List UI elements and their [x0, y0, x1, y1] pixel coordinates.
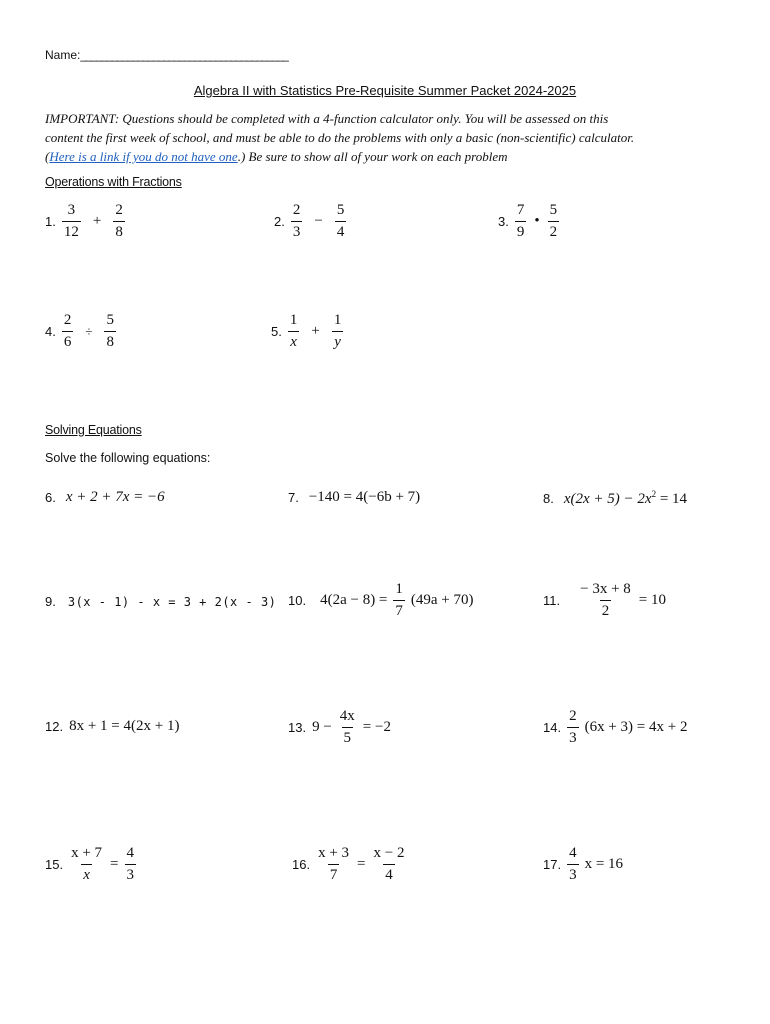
- calculator-link[interactable]: Here is a link if you do not have one: [49, 149, 238, 164]
- problem-10: [288, 582, 474, 619]
- fraction: [335, 203, 347, 240]
- fraction: [62, 203, 81, 240]
- problem-number: 11.: [543, 593, 561, 608]
- problem-8: [543, 489, 687, 508]
- denominator: 3: [291, 221, 303, 240]
- numerator: 2: [292, 202, 301, 218]
- fraction: [578, 582, 633, 619]
- denominator: 5: [342, 727, 354, 746]
- denominator: 3: [567, 727, 579, 746]
- fraction: [548, 203, 560, 240]
- denominator: 3: [567, 864, 579, 883]
- equation-right: = 14: [656, 491, 688, 507]
- name-field-row: [45, 48, 287, 62]
- numerator: 1: [289, 312, 298, 328]
- numerator: x − 2: [373, 845, 405, 861]
- page-title: Algebra II with Statistics Pre-Requisite Summer Packet 2024-2025: [193, 83, 577, 98]
- problem-17: [543, 846, 623, 883]
- problem-9: [45, 594, 276, 609]
- problem-12: [45, 718, 179, 735]
- numerator: x + 3: [318, 845, 350, 861]
- problem-number: 5.: [271, 324, 282, 339]
- problem-5: [271, 313, 343, 350]
- numerator: − 3x + 8: [580, 581, 631, 597]
- denominator: x: [81, 864, 92, 883]
- problem-1: [45, 203, 125, 240]
- fraction: [372, 846, 407, 883]
- equation-left: x(2x + 5) − 2x: [563, 491, 652, 507]
- equation-right: = −2: [362, 719, 391, 735]
- problem-3: [498, 203, 559, 240]
- equation-left: 4(2a − 8) =: [320, 592, 388, 608]
- fraction: [567, 846, 579, 883]
- equation-right: = 10: [638, 592, 666, 608]
- operator: •: [534, 213, 540, 229]
- name-line[interactable]: ________________________________________: [80, 48, 288, 62]
- section-heading-equations: Solving Equations: [45, 423, 142, 437]
- problem-number: 17.: [543, 857, 562, 872]
- section-heading-fractions: Operations with Fractions: [45, 175, 182, 189]
- equation-right: (49a + 70): [410, 592, 474, 608]
- problem-14: [543, 709, 687, 746]
- problem-number: 1.: [45, 214, 56, 229]
- fraction: [113, 203, 125, 240]
- equation-right: x = 16: [584, 856, 624, 872]
- numerator: 3: [67, 202, 76, 218]
- denominator: 4: [335, 221, 347, 240]
- denominator: y: [332, 331, 343, 350]
- denominator: 7: [393, 600, 405, 619]
- intro-paren: (: [45, 149, 50, 164]
- fraction: [62, 313, 74, 350]
- fraction: [393, 582, 405, 619]
- fraction: [338, 709, 357, 746]
- problem-number: 7.: [288, 490, 299, 505]
- problem-number: 12.: [45, 719, 64, 734]
- problem-number: 2.: [274, 214, 285, 229]
- equation-right: (6x + 3) = 4x + 2: [584, 719, 688, 735]
- name-label: Name:: [45, 48, 81, 62]
- intro-line-3: .) Be sure to show all of your work on each problem: [237, 149, 508, 164]
- operator: −: [314, 213, 323, 229]
- problem-number: 8.: [543, 491, 554, 506]
- problem-number: 14.: [543, 720, 562, 735]
- intro-paragraph: [45, 109, 634, 166]
- fraction: [125, 846, 137, 883]
- equation: 8x + 1 = 4(2x + 1): [69, 718, 180, 734]
- denominator: x: [288, 331, 299, 350]
- fraction: [515, 203, 527, 240]
- denominator: 4: [383, 864, 395, 883]
- fraction: [316, 846, 351, 883]
- numerator: 5: [106, 312, 114, 328]
- numerator: 1: [395, 581, 403, 597]
- operator: +: [92, 213, 102, 229]
- denominator: 8: [113, 221, 125, 240]
- important-label: IMPORTANT: [45, 111, 115, 126]
- equation: x + 2 + 7x = −6: [65, 489, 165, 505]
- problem-number: 10.: [288, 593, 307, 608]
- equals-sign: =: [357, 856, 366, 872]
- fraction: [567, 709, 579, 746]
- operator: +: [311, 323, 320, 339]
- problem-number: 15.: [45, 857, 64, 872]
- problem-13: [288, 709, 391, 746]
- operator: ÷: [85, 323, 93, 339]
- numerator: 1: [333, 312, 342, 328]
- denominator: 3: [125, 864, 137, 883]
- denominator: 9: [515, 221, 527, 240]
- intro-line-2: content the first week of school, and must be able to do the problems with only a basic (non-scientific) calculator.: [45, 130, 635, 145]
- fraction: [291, 203, 303, 240]
- numerator: 4: [569, 845, 577, 861]
- problem-16: [292, 846, 406, 883]
- problem-2: [274, 203, 346, 240]
- problem-number: 4.: [45, 324, 56, 339]
- numerator: x + 7: [71, 845, 103, 861]
- denominator: 12: [62, 221, 81, 240]
- numerator: 5: [549, 202, 558, 218]
- problem-7: [288, 489, 420, 506]
- problem-6: [45, 489, 165, 506]
- denominator: 2: [548, 221, 560, 240]
- problem-11: [543, 582, 666, 619]
- fraction: [288, 313, 300, 350]
- fraction: [104, 313, 116, 350]
- problem-number: 9.: [45, 594, 56, 609]
- numerator: 2: [115, 202, 123, 218]
- numerator: 4x: [339, 708, 355, 724]
- denominator: 7: [328, 864, 340, 883]
- intro-line-1: : Questions should be completed with a 4-function calculator only. You will be assessed on this: [114, 111, 609, 126]
- problem-4: [45, 313, 116, 350]
- problem-15: [45, 846, 136, 883]
- denominator: 8: [104, 331, 116, 350]
- problem-number: 13.: [288, 720, 307, 735]
- fraction: [332, 313, 344, 350]
- problem-number: 6.: [45, 490, 56, 505]
- equation: −140 = 4(−6b + 7): [308, 489, 421, 505]
- fraction: [69, 846, 104, 883]
- denominator: 6: [62, 331, 74, 350]
- problem-number: 16.: [292, 857, 311, 872]
- equation: 3(x - 1) - x = 3 + 2(x - 3): [67, 594, 277, 609]
- equation: [564, 489, 687, 508]
- numerator: 7: [516, 202, 525, 218]
- equations-instruction: Solve the following equations:: [45, 451, 211, 465]
- equals-sign: =: [110, 856, 119, 872]
- exponent: 2: [651, 489, 657, 499]
- numerator: 2: [569, 708, 577, 724]
- numerator: 4: [126, 845, 135, 861]
- equation-left: 9 −: [312, 719, 332, 735]
- denominator: 2: [600, 600, 612, 619]
- numerator: 2: [63, 312, 72, 328]
- problem-number: 3.: [498, 214, 509, 229]
- numerator: 5: [336, 202, 345, 218]
